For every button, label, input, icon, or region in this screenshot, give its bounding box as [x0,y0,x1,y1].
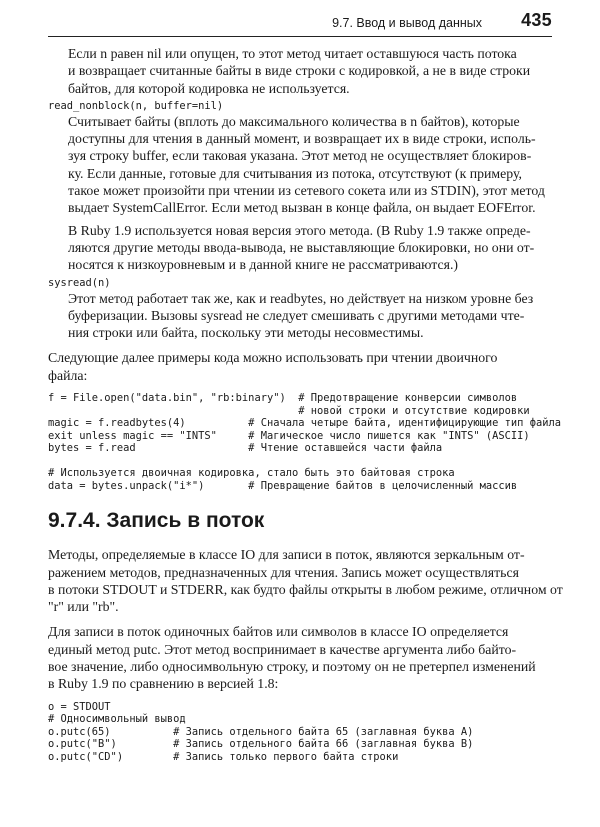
read-nonblock-note: В Ruby 1.9 используется новая версия этого метода. (В Ruby 1.9 также опреде- ляются другие методы ввода-вывода, не выставляющие блокировки, но они от- носятся к низкоуровневым и в данной книге не рассматриваются.) [68,222,535,273]
read-description: Если n равен nil или опущен, то этот метод читает оставшуюся часть потока и возвращает считанные байты в виде строки с кодировкой, а не в виде строки байтов, для которой кодировка не используется. [68,46,531,96]
page-body [48,45,576,764]
sysread-description: Этот метод работает так же, как и readbytes, но действует на низком уровне без буферизации. Вызовы sysread не следует смешивать с другими методами чте- ния строки или байта, поскольку эти методы несовместимы. [68,290,534,341]
section-heading: 9.7.4. Запись в поток [48,509,265,533]
unpack-code: # Используется двоичная кодировка, стало быть это байтовая строка data = bytes.unpack("i*") # Превращение байтов в целочисленный массив [48,467,518,492]
page-number: 435 [521,10,552,30]
read-nonblock-description: Считывает байты (вплоть до максимального количества в n байтов), которые доступны для чтения в данный момент, и возвращает их в виде строки, исполь- зуя строку buffer, если таковая указана. Этот метод не осуществляет блокиров- ку. Если данные, готовые для считывания из потока, отсутствуют (к примеру, такое может произойти при чтении из сетевого сокета или из STDIN), этот метод выдает SystemCallError. Если метод вызван в конце файла, он выдает EOFError. [68,113,545,216]
header-section-title: 9.7. Ввод и вывод данных [332,16,482,30]
sysread-signature: sysread(n) [48,276,111,289]
binary-read-code: f = File.open("data.bin", "rb:binary") # Предотвращение конверсии символов # новой строки и отсутствие кодировки magic = f.readbytes(4) # Сначала четыре байта, идентифицирующие тип файла exit unless magic == "INTS" # Магическое число пишется как "INTS" (ASCII) bytes = f.read # Чтение оставшейся части файла [48,392,561,455]
write-intro-paragraph: Методы, определяемые в классе IO для записи в поток, являются зеркальным от- ражением методов, предназначенных для чтения. Запись может осуществляться в потоки STDOUT и STDERR, как будто файлы открыты в любом режиме, отличном от "r" или "rb". [48,547,563,615]
read-nonblock-signature: read_nonblock(n, buffer=nil) [48,99,224,112]
binary-intro-paragraph: Следующие далее примеры кода можно использовать при чтении двоичного файла: [48,350,498,383]
putc-paragraph: Для записи в поток одиночных байтов или символов в классе IO определяется единый метод putc. Этот метод воспринимает в качестве аргумента либо байто- вое значение, либо односимвольную строку, и поэтому он не претерпел изменений в Ruby 1.9 по сравнению в версией 1.8: [48,624,536,692]
putc-code: o = STDOUT # Односимвольный вывод o.putc(65) # Запись отдельного байта 65 (заглавная буква A) o.putc("B") # Запись отдельного байта 66 (заглавная буква B) o.putc("CD") # Запись только первого байта строки [48,700,474,763]
running-header [48,10,552,37]
